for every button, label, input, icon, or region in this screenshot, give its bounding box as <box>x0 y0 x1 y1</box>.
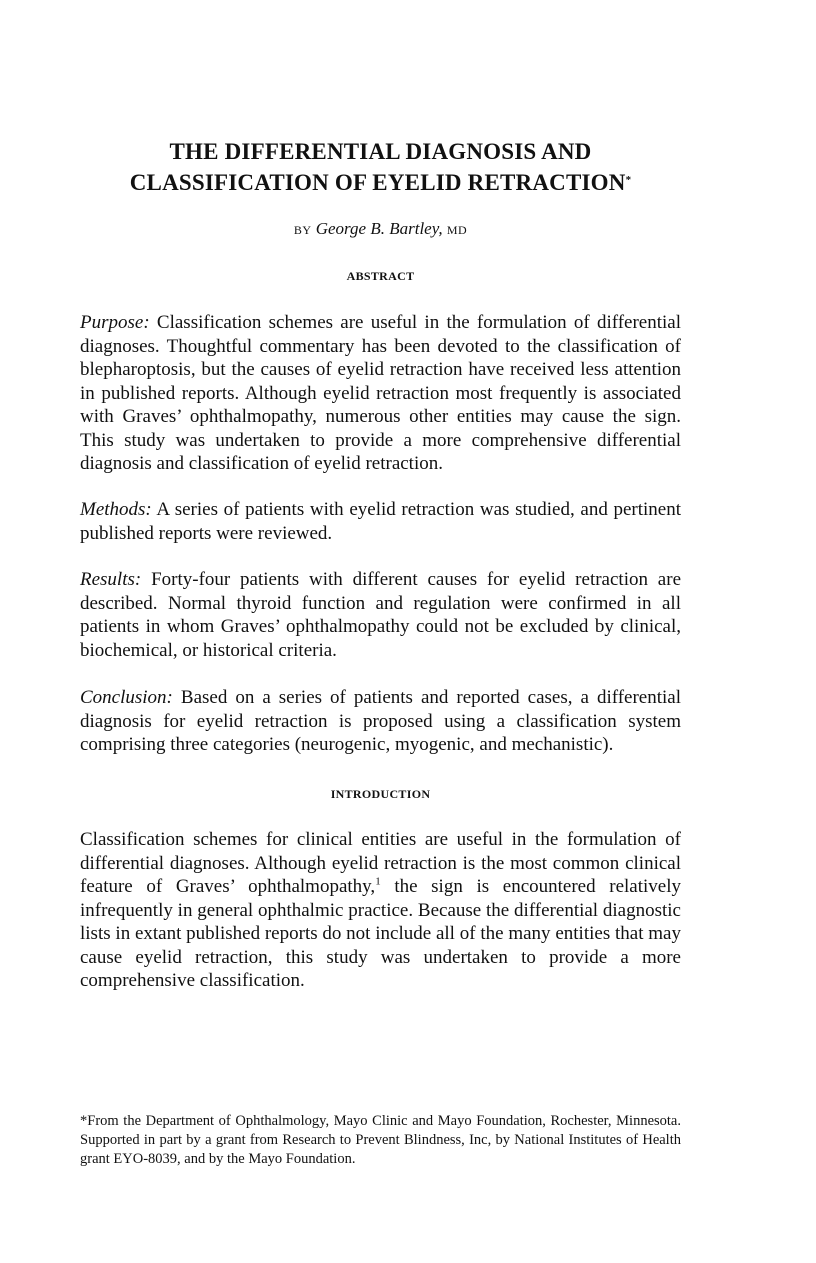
article-title <box>80 136 681 198</box>
methods-label: Methods: <box>80 499 152 520</box>
abstract-heading: ABSTRACT <box>346 269 415 283</box>
introduction-paragraph <box>80 828 681 993</box>
author-degree: MD <box>446 223 468 237</box>
reference-1: 1 <box>375 875 381 888</box>
title-line-1: THE DIFFERENTIAL DIAGNOSIS AND <box>169 139 592 164</box>
byline <box>80 218 681 241</box>
conclusion-text: Based on a series of patients and reported cases, a differential diagnosis for eyelid retraction is proposed using a classification system comprising three categories (neurogenic, myogenic, and mechanistic). <box>80 687 681 755</box>
introduction-heading: INTRODUCTION <box>330 787 431 801</box>
intro-text-1: Classification schemes for clinical entities are useful in the formulation of differential diagnoses. Although eyelid retraction is the most common clinical feature of Graves’ ophthalmopathy, <box>80 829 681 897</box>
author-name: George B. Bartley, <box>315 219 443 238</box>
title-footnote-marker: * <box>625 174 632 186</box>
results-text: Forty-four patients with different causes for eyelid retraction are described. Normal thyroid function and regulation were confirmed in all patients in whom Graves’ ophthalmopathy could not be excluded by clinical, biochemical, or historical criteria. <box>80 569 681 661</box>
abstract-methods <box>80 498 681 545</box>
conclusion-label: Conclusion: <box>80 687 173 708</box>
abstract-purpose <box>80 311 681 476</box>
intro-text-2: the sign is encountered relatively infrequently in general ophthalmic practice. Because the differential diagnostic lists in extant published reports do not include all of the many entities that may cause eyelid retraction, this study was undertaken to provide a more comprehensive classification. <box>80 876 681 991</box>
purpose-text: Classification schemes are useful in the formulation of differential diagnoses. Thoughtful commentary has been devoted to the classification of blepharoptosis, but the causes of eyelid retraction have received less attention in published reports. Although eyelid retraction most frequently is associated with Graves’ ophthalmopathy, numerous other entities may cause the sign. This study was undertaken to provide a more comprehensive differential diagnosis and classification of eyelid retraction. <box>80 312 681 474</box>
footnote-text: From the Department of Ophthalmology, Mayo Clinic and Mayo Foundation, Rochester, Minnesota. Supported in part by a grant from Research to Prevent Blindness, Inc, by National Institutes of Health grant EYO-8039, and by the Mayo Foundation. <box>80 1113 681 1167</box>
methods-text: A series of patients with eyelid retraction was studied, and pertinent published reports were reviewed. <box>80 499 682 544</box>
footnote-marker: * <box>80 1113 88 1129</box>
results-label: Results: <box>80 569 142 590</box>
abstract-results <box>80 568 681 662</box>
abstract-conclusion <box>80 686 681 757</box>
affiliation-footnote <box>80 1112 681 1169</box>
title-line-2: CLASSIFICATION OF EYELID RETRACTION <box>129 170 626 195</box>
purpose-label: Purpose: <box>80 312 150 333</box>
byline-prefix: BY <box>293 223 312 237</box>
